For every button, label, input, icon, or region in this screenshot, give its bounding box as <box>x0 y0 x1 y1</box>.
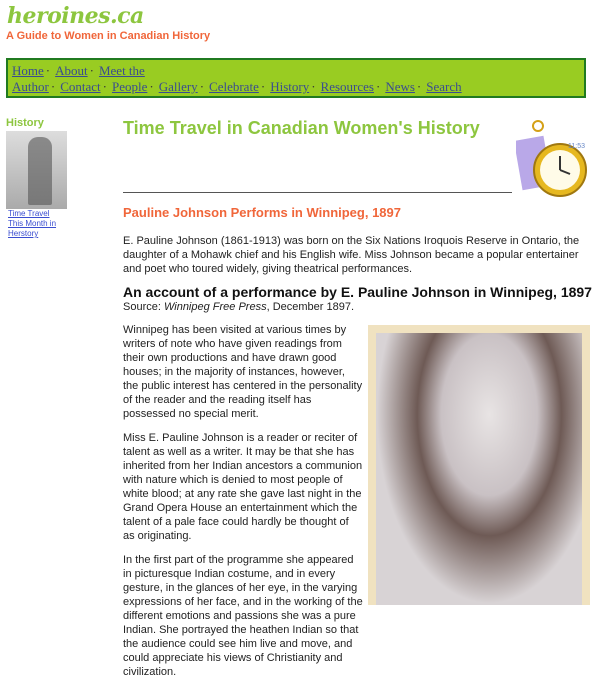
body-paragraph: Miss E. Pauline Johnson is a reader or reciter of talent as well as a writer. It may be that she has inherited from her Indian ancestors a communion with nature which is denied to most people of white blood; at any rate she gave last night in the Grand Opera House an entertainment which the talent of a pale face could hardly be thought of as originating. <box>123 432 363 542</box>
nav-separator: · <box>89 63 94 78</box>
source-label: Source: <box>123 301 164 313</box>
pocket-watch-icon <box>516 118 588 206</box>
sidebar-link-this-month[interactable]: This Month in Herstory <box>8 219 57 238</box>
nav-link-resources[interactable]: Resources <box>320 79 374 94</box>
nav-link-gallery[interactable]: Gallery <box>158 79 198 94</box>
body-paragraph: In the first part of the programme she appeared in picturesque Indian costume, and in every gesture, in the glances of her eye, in the varying expressions of her face, and in the working of the different emotions and passions she was a pure Indian. She portrayed the heathen Indian so that the audience could see him live and move, and could appreciate his views of Christianity and civilization. <box>123 554 363 678</box>
nav-separator: · <box>199 79 205 94</box>
nav-separator: · <box>416 79 422 94</box>
source-publication: Winnipeg Free Press <box>163 301 267 313</box>
nav-separator: · <box>375 79 381 94</box>
nav-separator: · <box>260 79 266 94</box>
nav-link-celebrate[interactable]: Celebrate <box>209 79 259 94</box>
source-date: , December 1897. <box>266 301 355 313</box>
article-subtitle: Pauline Johnson Performs in Winnipeg, 1897 <box>123 205 401 220</box>
body-paragraph: Winnipeg has been visited at various times by writers of note who have given readings from their own productions and have drawn good houses; in the majority of instances, however, the public interest has centered in the personality of the reader and the reading itself has possessed no special merit. <box>123 324 363 420</box>
nav-link-meet-the-author[interactable]: Meet the Author <box>12 63 145 94</box>
intro-paragraph: E. Pauline Johnson (1861-1913) was born on the Six Nations Iroquois Reserve in Ontario, the daughter of a Mohawk chief and his English wife. Miss Johnson became a popular entertainer and poet who toured widely, giving theatrical performances. <box>123 235 580 275</box>
nav-link-search[interactable]: Search <box>426 79 462 94</box>
nav-separator: · <box>149 79 154 94</box>
history-illustration <box>6 131 67 209</box>
nav-separator: · <box>311 79 316 94</box>
nav-separator: · <box>50 79 56 94</box>
pauline-johnson-photo <box>368 325 590 605</box>
divider <box>123 192 512 193</box>
sidebar <box>6 117 68 239</box>
nav-link-history[interactable]: History <box>270 79 310 94</box>
article-body <box>123 323 363 679</box>
page-title: Time Travel in Canadian Women's History <box>123 118 480 138</box>
clock-time: 11:53 <box>568 143 585 150</box>
article-heading: An account of a performance by E. Pauline Johnson in Winnipeg, 1897 <box>123 284 592 300</box>
nav-link-people[interactable]: People <box>111 79 148 94</box>
site-tagline: A Guide to Women in Canadian History <box>6 30 211 42</box>
nav-separator: · <box>45 63 51 78</box>
nav-link-about[interactable]: About <box>55 63 88 78</box>
main-nav <box>6 58 586 98</box>
source-line <box>123 300 593 314</box>
nav-link-contact[interactable]: Contact <box>60 79 101 94</box>
nav-separator: · <box>102 79 107 94</box>
sidebar-heading: History <box>6 117 44 129</box>
sidebar-link-time-travel[interactable]: Time Travel <box>8 209 50 218</box>
nav-link-home[interactable]: Home <box>12 63 44 78</box>
site-logo[interactable]: heroines.ca <box>7 3 144 29</box>
nav-link-news[interactable]: News <box>385 79 415 94</box>
